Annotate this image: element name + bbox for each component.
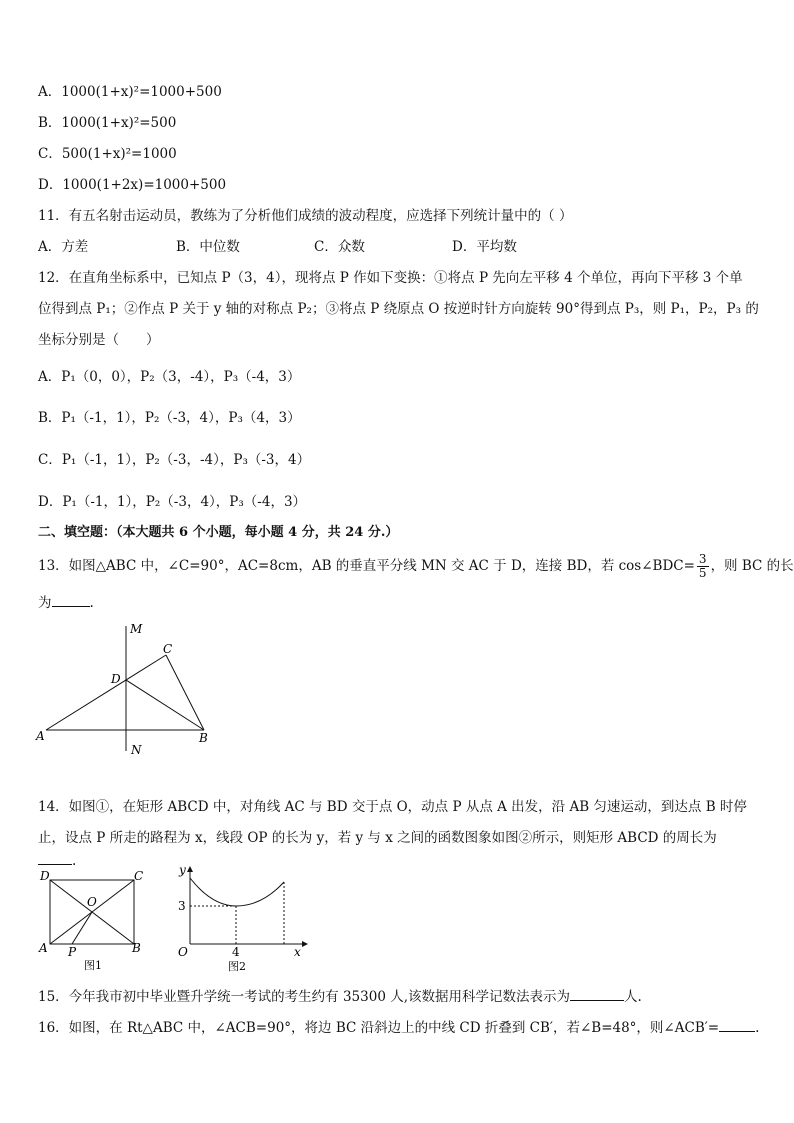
q12-stem-line3: 坐标分别是（ ） bbox=[38, 332, 160, 348]
q12-stem-line1: 12．在直角坐标系中，已知点 P（3，4），现将点 P 作如下变换：①将点 P 先向左平移 4 个单位，再向下平移 3 个单 bbox=[38, 270, 743, 286]
q14-fig1-label-o: O bbox=[87, 895, 97, 909]
q10-option-b: B．1000(1+x)²=500 bbox=[38, 115, 177, 131]
q16-stem bbox=[38, 1017, 759, 1038]
q14-fig1-label-b: B bbox=[132, 941, 141, 955]
q16-answer-blank[interactable] bbox=[719, 1017, 755, 1032]
q14-fig1-label-d: D bbox=[40, 869, 50, 883]
q11-stem: 11．有五名射击运动员，教练为了分析他们成绩的波动程度，应选择下列统计量中的（ ） bbox=[38, 208, 573, 224]
q13-label-d: D bbox=[111, 672, 121, 686]
q13-period: . bbox=[89, 595, 94, 611]
q13-label-a: A bbox=[36, 729, 45, 743]
q15-answer-blank[interactable] bbox=[570, 986, 624, 1001]
q13-fraction-denominator: 5 bbox=[698, 566, 707, 580]
section-fill-in-title: 二、填空题：（本大题共 6 个小题，每小题 4 分，共 24 分.） bbox=[38, 525, 399, 540]
q12-option-c: C．P₁（-1，1），P₂（-3，-4），P₃（-3，4） bbox=[38, 452, 311, 468]
q13-answer-blank[interactable] bbox=[52, 592, 90, 607]
q13-segment-bd bbox=[126, 680, 204, 730]
q14-fig2-x-arrow bbox=[302, 941, 308, 947]
q14-segment-op bbox=[72, 912, 92, 944]
q14-fig1-label-a: A bbox=[39, 941, 48, 955]
q13-text-before: 13．如图△ABC 中，∠C=90°，AC=8cm，AB 的垂直平分线 MN 交 AC 于 D，连接 BD，若 cos∠BDC= bbox=[38, 558, 695, 574]
q16-period: . bbox=[755, 1020, 760, 1036]
q14-fig1-caption: 图1 bbox=[84, 959, 102, 972]
q13-text-after: ，则 BC 的长 bbox=[710, 558, 794, 574]
q13-label-c: C bbox=[163, 642, 173, 656]
q14-figure1 bbox=[34, 866, 154, 976]
q13-fraction bbox=[697, 553, 709, 580]
q14-fig1-label-p: P bbox=[68, 945, 77, 959]
q13-segment-ac bbox=[46, 655, 166, 730]
q12-stem-line2: 位得到点 P₁；②作点 P 关于 y 轴的对称点 P₂；③将点 P 绕原点 O 按逆时针方向旋转 90°得到点 P₃，则 P₁，P₂，P₃ 的 bbox=[38, 301, 759, 317]
q14-fig2-label-o: O bbox=[178, 945, 188, 959]
q14-fig2-y-arrow bbox=[187, 866, 193, 872]
q15-unit: 人. bbox=[624, 989, 642, 1005]
q14-stem-line1: 14．如图①，在矩形 ABCD 中，对角线 AC 与 BD 交于点 O，动点 P 从点 A 出发，沿 AB 匀速运动，到达点 B 时停 bbox=[38, 799, 747, 815]
q11-option-d: D．平均数 bbox=[452, 239, 517, 255]
q10-option-d: D．1000(1+2x)=1000+500 bbox=[38, 177, 227, 193]
q12-option-b: B．P₁（-1，1），P₂（-3，4），P₃（4，3） bbox=[38, 410, 301, 426]
q13-wei: 为 bbox=[38, 595, 52, 611]
q14-fig2-label-y: y bbox=[179, 863, 186, 877]
q14-period: . bbox=[72, 853, 77, 869]
q14-fig1-label-c: C bbox=[134, 869, 144, 883]
q10-option-a: A．1000(1+x)²=1000+500 bbox=[38, 84, 222, 100]
q13-stem-line1 bbox=[38, 553, 794, 580]
q11-options bbox=[38, 237, 738, 257]
q16-text: 16．如图，在 Rt△ABC 中，∠ACB=90°，将边 BC 沿斜边上的中线 CD 折叠到 CB′，若∠B=48°，则∠ACB′= bbox=[38, 1020, 720, 1036]
q15-stem bbox=[38, 986, 642, 1007]
q11-option-c: C．众数 bbox=[314, 239, 365, 255]
q14-fig2-label-3: 3 bbox=[178, 899, 186, 913]
q14-answer-blank[interactable] bbox=[38, 850, 72, 865]
q12-option-a: A．P₁（0，0），P₂（3，-4），P₃（-4，3） bbox=[38, 369, 301, 385]
q13-label-m: M bbox=[130, 622, 143, 636]
q15-text: 15．今年我市初中毕业暨升学统一考试的考生约有 35300 人,该数据用科学记数法表示为 bbox=[38, 989, 570, 1005]
q14-stem-line2: 止，设点 P 所走的路程为 x，线段 OP 的长为 y，若 y 与 x 之间的函数图象如图②所示，则矩形 ABCD 的周长为 bbox=[38, 830, 717, 846]
q13-label-b: B bbox=[199, 731, 208, 745]
q14-fig2-label-4: 4 bbox=[232, 945, 240, 959]
q14-figure2 bbox=[174, 862, 309, 976]
q14-fig2-label-x: x bbox=[294, 945, 301, 959]
q11-option-b: B．中位数 bbox=[176, 239, 240, 255]
q13-fraction-numerator: 3 bbox=[698, 552, 707, 566]
q13-label-n: N bbox=[131, 743, 142, 757]
q10-option-c: C．500(1+x)²=1000 bbox=[38, 146, 177, 162]
q14-fig2-curve bbox=[190, 878, 284, 906]
q13-stem-line2 bbox=[38, 592, 94, 613]
q13-figure bbox=[34, 618, 214, 758]
q13-segment-bc bbox=[166, 655, 204, 730]
q12-option-d: D．P₁（-1，1），P₂（-3，4），P₃（-4，3） bbox=[38, 494, 307, 510]
q11-option-a: A．方差 bbox=[38, 239, 89, 255]
q14-fig2-caption: 图2 bbox=[228, 960, 246, 973]
